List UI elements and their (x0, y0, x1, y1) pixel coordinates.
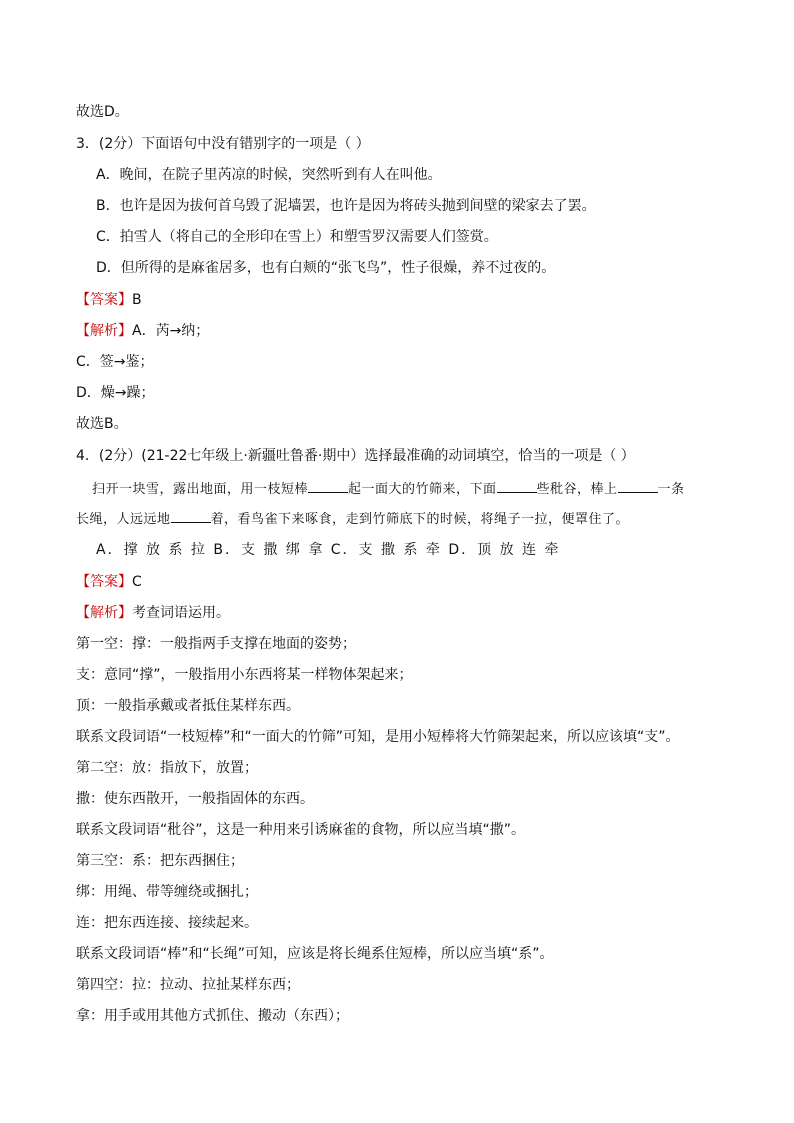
blank-3 (618, 478, 658, 493)
text-line: 第四空：拉：拉动、拉扯某样东西； (76, 977, 300, 993)
text-line: D．燥→躁； (76, 385, 155, 401)
text-line: 支：意同“撑”，一般指用小东西将某一样物体架起来； (76, 667, 413, 683)
blank-1 (308, 478, 348, 493)
blank-2 (497, 478, 537, 493)
explanation-tag: 【解析】 (76, 605, 132, 621)
question-4-explanation (76, 603, 230, 623)
text-line: C．签→鉴； (76, 354, 154, 370)
question-4-passage-line-2 (76, 508, 629, 530)
text-line: 撒：使东西散开，一般指固体的东西。 (76, 791, 314, 807)
text-line: 联系文段词语“一枝短棒”和“一面大的竹筛”可知，是用小短棒将大竹筛架起来，所以应该填“支”。 (76, 729, 680, 745)
question-4-passage-line-1 (92, 478, 685, 500)
question-3-option-c: C．拍雪人（将自己的全形印在雪上）和塑雪罗汉需要人们签赏。 (96, 229, 498, 245)
text-line: 连：把东西连接、接续起来。 (76, 915, 258, 931)
text-line: 绑：用绳、带等缠绕或捆扎； (76, 884, 258, 900)
answer-tag: 【答案】 (76, 574, 132, 590)
passage-text: 一条 (657, 482, 685, 497)
text-line: 故选D。 (76, 104, 129, 120)
answer-value: B (132, 292, 142, 308)
question-3-option-b: B．也许是因为拔何首乌毁了泥墙罢，也许是因为将砖头抛到间壁的梁家去了罢。 (96, 198, 596, 214)
explanation-tag: 【解析】 (76, 323, 132, 339)
passage-text: 长绳，人远远地 (76, 512, 171, 527)
question-4-stem: 4．(2分）(21-22七年级上·新疆吐鲁番·期中）选择最准确的动词填空，恰当的一项是（ ） (76, 448, 635, 464)
text-line: 拿：用手或用其他方式抓住、搬动（东西）； (76, 1008, 349, 1024)
explanation-text: A．芮→纳； (132, 323, 210, 339)
text-line: 第二空：放：指放下，放置； (76, 760, 258, 776)
question-3-option-a: A．晚间，在院子里芮凉的时候，突然听到有人在叫他。 (96, 167, 442, 183)
text-line: 联系文段词语“秕谷”，这是一种用来引诱麻雀的食物，所以应当填“撒”。 (76, 822, 526, 838)
answer-tag: 【答案】 (76, 292, 132, 308)
question-3-explanation (76, 321, 209, 341)
explanation-text: 考查词语运用。 (132, 605, 230, 621)
answer-value: C (132, 574, 142, 590)
question-3-answer (76, 290, 142, 310)
text-line: 顶：一般指承戴或者抵住某样东西。 (76, 698, 300, 714)
text-line: 第一空：撑：一般指两手支撑在地面的姿势； (76, 636, 356, 652)
passage-text: 起一面大的竹筛来，下面 (348, 482, 497, 497)
passage-text: 着，看鸟雀下来啄食，走到竹筛底下的时候，将绳子一拉，便罩住了。 (210, 512, 630, 527)
passage-text: 些秕谷，棒上 (536, 482, 618, 497)
text-line: 联系文段词语“棒”和“长绳”可知，应该是将长绳系住短棒，所以应当填“系”。 (76, 946, 554, 962)
question-3-option-d: D．但所得的是麻雀居多，也有白颊的“张飞鸟”，性子很燥，养不过夜的。 (96, 260, 556, 276)
text-line: 第三空：系：把东西捆住； (76, 853, 244, 869)
question-4-answer (76, 572, 142, 592)
blank-4 (171, 508, 211, 523)
passage-text: 扫开一块雪，露出地面，用一枝短棒 (92, 482, 309, 497)
question-4-options: A．撑 放 系 拉 B．支 撒 绑 拿 C．支 撒 系 牵 D．顶 放 连 牵 (96, 542, 561, 558)
question-3-stem: 3．(2分）下面语句中没有错别字的一项是（ ） (76, 136, 370, 152)
text-line: 故选B。 (76, 416, 128, 432)
